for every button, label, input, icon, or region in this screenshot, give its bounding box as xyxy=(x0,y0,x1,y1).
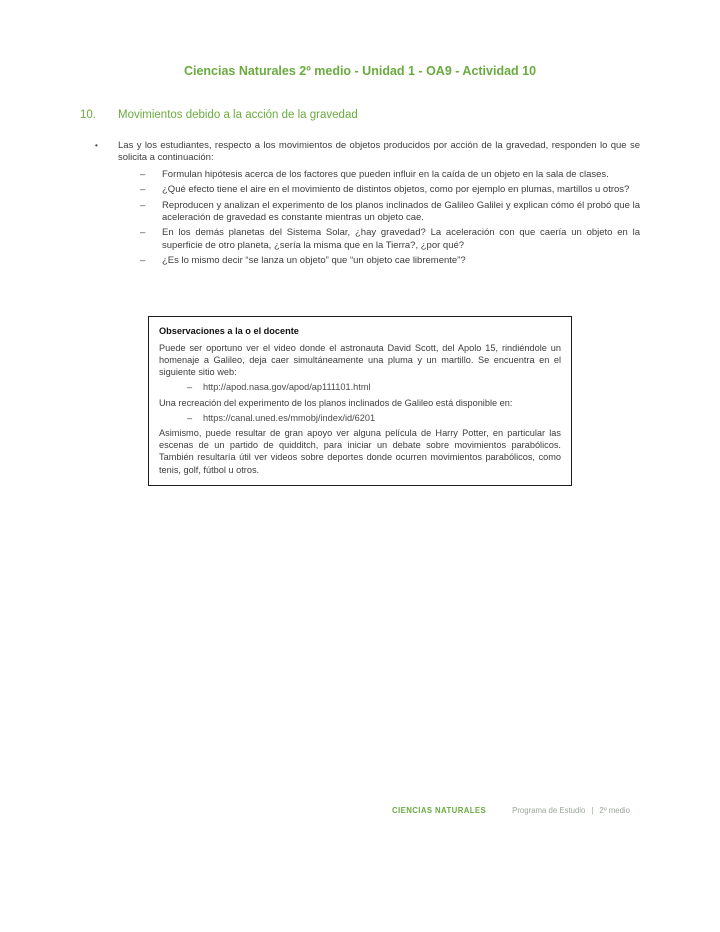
apod-video-link[interactable]: http://apod.nasa.gov/apod/ap111101.html xyxy=(203,382,371,393)
observations-paragraph: Puede ser oportuno ver el video donde el astronauta David Scott, del Apolo 15, rindiéndole un homenaje a Galileo, deja caer simultáneamente una pluma y un martillo. Se encuentra en el siguiente sitio web: xyxy=(159,342,561,378)
page-footer xyxy=(392,806,630,816)
list-item xyxy=(80,227,640,252)
dash-marker: – xyxy=(187,382,193,393)
list-item xyxy=(80,255,640,267)
intro-text: Las y los estudiantes, respecto a los movimientos de objetos producidos por acción de la gravedad, responden lo que se solicita a continuación: xyxy=(118,140,640,164)
intro-paragraph xyxy=(80,140,640,165)
section-heading xyxy=(80,109,640,122)
observations-paragraph: Asimismo, puede resultar de gran apoyo ver alguna película de Harry Potter, en particular las escenas de un partido de quidditch, para iniciar un debate sobre movimientos parabólicos. También resultaría útil ver videos sobre deportes donde ocurren movimientos parabólicos, como tenis, golf, fútbol u otros. xyxy=(159,428,561,475)
footer-grade-label: 2º medio xyxy=(599,806,630,815)
dash-marker: – xyxy=(140,227,146,239)
list-item-text: ¿Qué efecto tiene el aire en el movimiento de distintos objetos, como por ejemplo en plumas, martillos u otros? xyxy=(162,184,630,196)
observations-title: Observaciones a la o el docente xyxy=(159,325,299,336)
dash-marker: – xyxy=(140,168,146,180)
list-item xyxy=(80,200,640,225)
activity-bullet-list xyxy=(80,169,640,268)
section-title: Movimientos debido a la acción de la gravedad xyxy=(118,109,358,121)
observations-paragraph: Una recreación del experimento de los planos inclinados de Galileo está disponible en: xyxy=(159,397,513,408)
list-item xyxy=(80,169,640,181)
galileo-experiment-link[interactable]: https://canal.uned.es/mmobj/index/id/6201 xyxy=(203,412,376,423)
list-item-text: En los demás planetas del Sistema Solar, ¿hay gravedad? La aceleración con que caería un objeto en la superficie de otro planeta, ¿sería la misma que en la Tierra?, ¿por qué? xyxy=(162,227,640,251)
footer-subject-label: CIENCIAS NATURALES xyxy=(392,806,487,815)
list-item xyxy=(80,184,640,196)
link-row xyxy=(159,412,561,424)
dash-marker: – xyxy=(187,412,193,423)
list-item-text: ¿Es lo mismo decir “se lanza un objeto” que “un objeto cae libremente”? xyxy=(162,255,466,267)
section-body xyxy=(80,140,640,486)
section-number: 10. xyxy=(80,109,96,121)
dash-marker: – xyxy=(140,184,146,196)
list-item-text: Reproducen y analizan el experimento de los planos inclinados de Galileo Galilei y explican cómo él probó que la aceleración de gravedad es constante mientras un objeto cae. xyxy=(162,199,640,224)
dash-marker: – xyxy=(140,199,146,211)
dash-marker: – xyxy=(140,255,146,267)
page-title: Ciencias Naturales 2º medio - Unidad 1 - OA9 - Actividad 10 xyxy=(183,64,537,78)
footer-program-label: Programa de Estudio xyxy=(512,806,586,815)
footer-separator: | xyxy=(591,806,594,815)
link-row xyxy=(159,381,561,393)
teacher-observations-box xyxy=(148,316,572,486)
bullet-marker: • xyxy=(95,141,98,150)
list-item-text: Formulan hipótesis acerca de los factores que pueden influir en la caída de un objeto en la sala de clases. xyxy=(162,168,609,180)
